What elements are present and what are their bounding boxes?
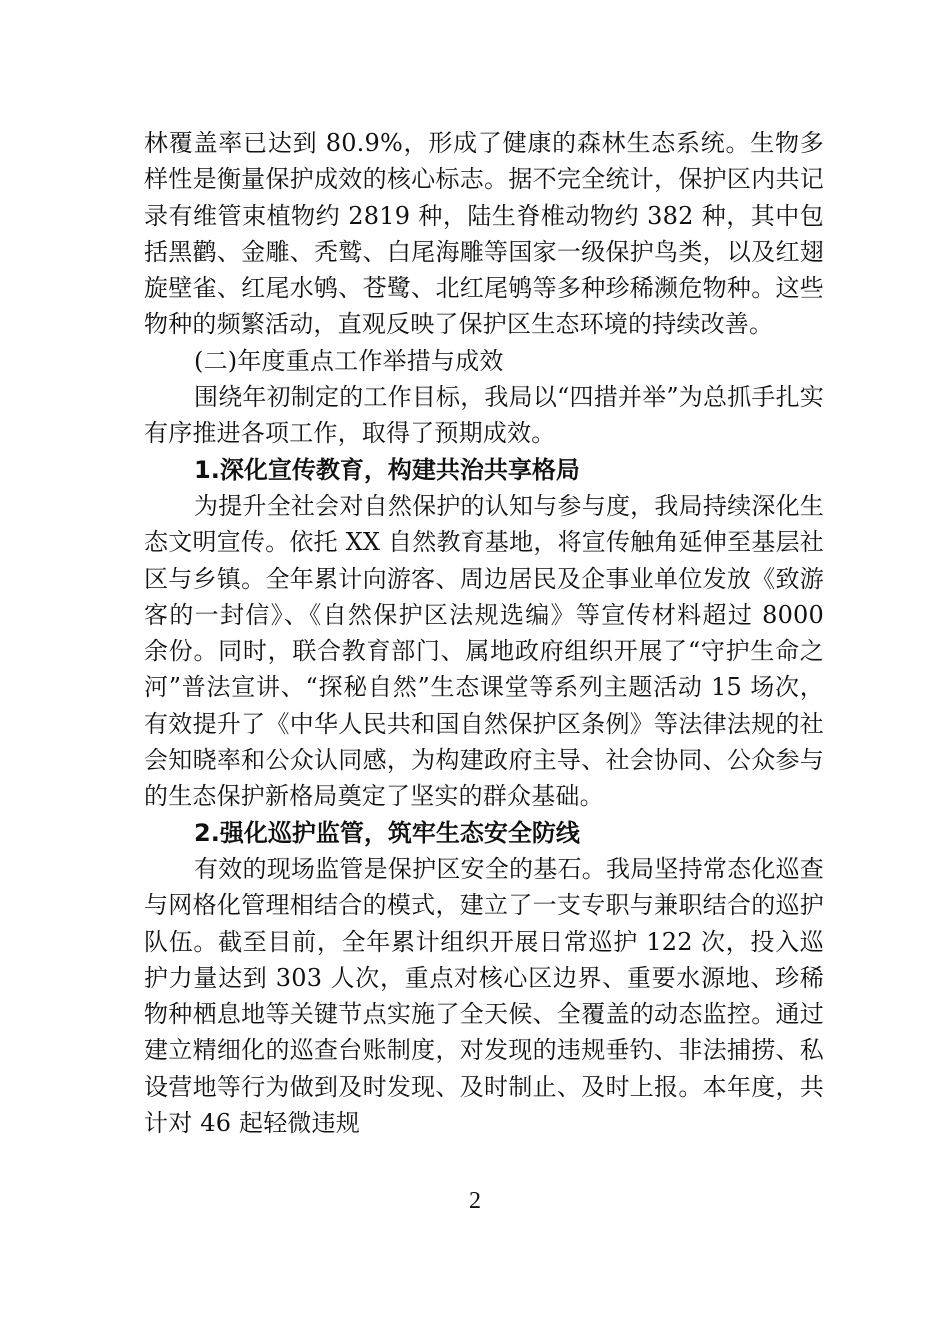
section-heading: 2.强化巡护监管，筑牢生态安全防线 (194, 818, 580, 847)
body-paragraph: 有效的现场监管是保护区安全的基石。我局坚持常态化巡查与网格化管理相结合的模式，建立了一支专职与兼职结合的巡护队伍。截至目前，全年累计组织开展日常巡护 122 次，投入巡护力量达到 303 人次，重点对核心区边界、重要水源地、珍稀物种栖息地等关键节点实施了全天候、全覆盖的动态监控。通过建立精细化的巡查台账制度，对发现的违规垂钓、非法捕捞、私设营地等行为做到及时发现、及时制止、及时上报。本年度，共计对 46 起轻微违规 (144, 854, 824, 1138)
section-subtitle: (二)年度重点工作举措与成效 (194, 346, 504, 375)
body-paragraph: 为提升全社会对自然保护的认知与参与度，我局持续深化生态文明宣传。依托 XX 自然教育基地，将宣传触角延伸至基层社区与乡镇。全年累计向游客、周边居民及企事业单位发放《致游客的一封信》、《自然保护区法规选编》等宣传材料超过 8000 余份。同时，联合教育部门、属地政府组织开展了“守护生命之河”普法宣讲、“探秘自然”生态课堂等系列主题活动 15 场次，有效提升了《中华人民共和国自然保护区条例》等法律法规的社会知晓率和公众认同感，为构建政府主导、社会协同、公众参与的生态保护新格局奠定了坚实的群众基础。 (144, 491, 824, 811)
page-number: 2 (469, 1188, 481, 1214)
body-paragraph: 林覆盖率已达到 80.9%，形成了健康的森林生态系统。生物多样性是衡量保护成效的核心标志。据不完全统计，保护区内共记录有维管束植物约 2819 种，陆生脊椎动物约 382 种，其中包括黑鹳、金雕、秃鹫、白尾海雕等国家一级保护鸟类，以及红翅旋壁雀、红尾水鸲、苍鹭、北红尾鸲等多种珍稀濒危物种。这些物种的频繁活动，直观反映了保护区生态环境的持续改善。 (144, 129, 824, 339)
section-heading: 1.深化宣传教育，构建共治共享格局 (194, 455, 580, 484)
document-body (144, 125, 824, 1141)
body-paragraph: 围绕年初制定的工作目标，我局以“四措并举”为总抓手扎实有序推进各项工作，取得了预期成效。 (144, 383, 824, 448)
